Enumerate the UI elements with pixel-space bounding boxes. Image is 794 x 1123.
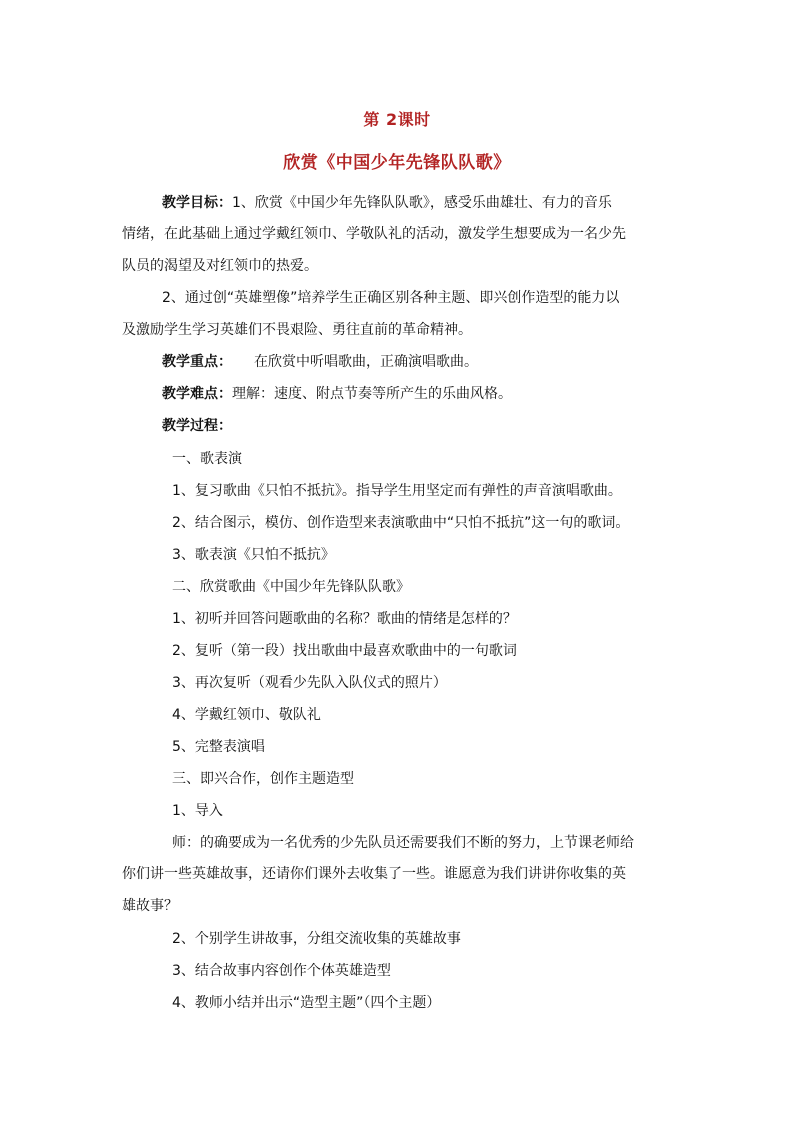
focus-text: 在欣赏中听唱歌曲，正确演唱歌曲。: [254, 354, 478, 370]
section2-item: 1、初听并回答问题歌曲的名称？歌曲的情绪是怎样的？: [172, 611, 517, 627]
section3-intro: 1、导入: [172, 803, 223, 819]
section2-heading: 二、欣赏歌曲《中国少年先锋队队歌》: [172, 579, 410, 595]
teacher-line-2: 你们讲一些英雄故事，还请你们课外去收集了一些。谁愿意为我们讲讲你收集的英: [122, 866, 626, 882]
goals-label: 教学目标：: [162, 195, 232, 211]
focus-label: 教学重点：: [162, 354, 232, 370]
teacher-line-3: 雄故事？: [122, 898, 178, 914]
process-label: 教学过程：: [162, 418, 232, 434]
section3-item: 2、个别学生讲故事，分组交流收集的英雄故事: [172, 931, 461, 947]
section1-item: 2、结合图示，模仿、创作造型来表演歌曲中“只怕不抵抗”这一句的歌词。: [172, 515, 630, 531]
goals-p2-line-1: 2、通过创“英雄塑像”培养学生正确区别各种主题、即兴创作造型的能力以: [162, 290, 620, 306]
goals-p2-line-2: 及激励学生学习英雄们不畏艰险、勇往直前的革命精神。: [122, 322, 472, 338]
section2-item: 3、再次复听（观看少先队入队仪式的照片）: [172, 675, 447, 691]
section1-heading: 一、歌表演: [172, 451, 242, 467]
section3-item: 4、教师小结并出示“造型主题”（四个主题）: [172, 995, 441, 1011]
section3-item: 3、结合故事内容创作个体英雄造型: [172, 963, 391, 979]
difficulty-line: [162, 384, 722, 404]
goals-line-2: 情绪，在此基础上通过学戴红领巾、学敬队礼的活动，激发学生想要成为一名少先: [122, 226, 626, 242]
focus-line: [162, 352, 722, 372]
goals-line-3: 队员的渴望及对红领巾的热爱。: [122, 258, 318, 274]
teacher-line-1: 师：的确要成为一名优秀的少先队员还需要我们不断的努力，上节课老师给: [172, 835, 634, 851]
section2-item: 5、完整表演唱: [172, 739, 265, 755]
section1-item: 3、歌表演《只怕不抵抗》: [172, 547, 335, 563]
difficulty-text: 理解：速度、附点节奏等所产生的乐曲风格。: [232, 386, 512, 402]
lesson-title: 第 2课时: [363, 110, 431, 129]
section2-item: 4、学戴红领巾、敬队礼: [172, 707, 321, 723]
lesson-subtitle: 欣赏《中国少年先锋队队歌》: [283, 153, 511, 173]
section3-heading: 三、即兴合作，创作主题造型: [172, 771, 354, 787]
difficulty-label: 教学难点：: [162, 386, 232, 402]
section2-item: 2、复听（第一段）找出歌曲中最喜欢歌曲中的一句歌词: [172, 643, 517, 659]
goals-text-1: 1、欣赏《中国少年先锋队队歌》，感受乐曲雄壮、有力的音乐: [232, 195, 612, 211]
goals-line-1: [162, 193, 682, 213]
section1-item: 1、复习歌曲《只怕不抵抗》。指导学生用坚定而有弹性的声音演唱歌曲。: [172, 483, 622, 499]
